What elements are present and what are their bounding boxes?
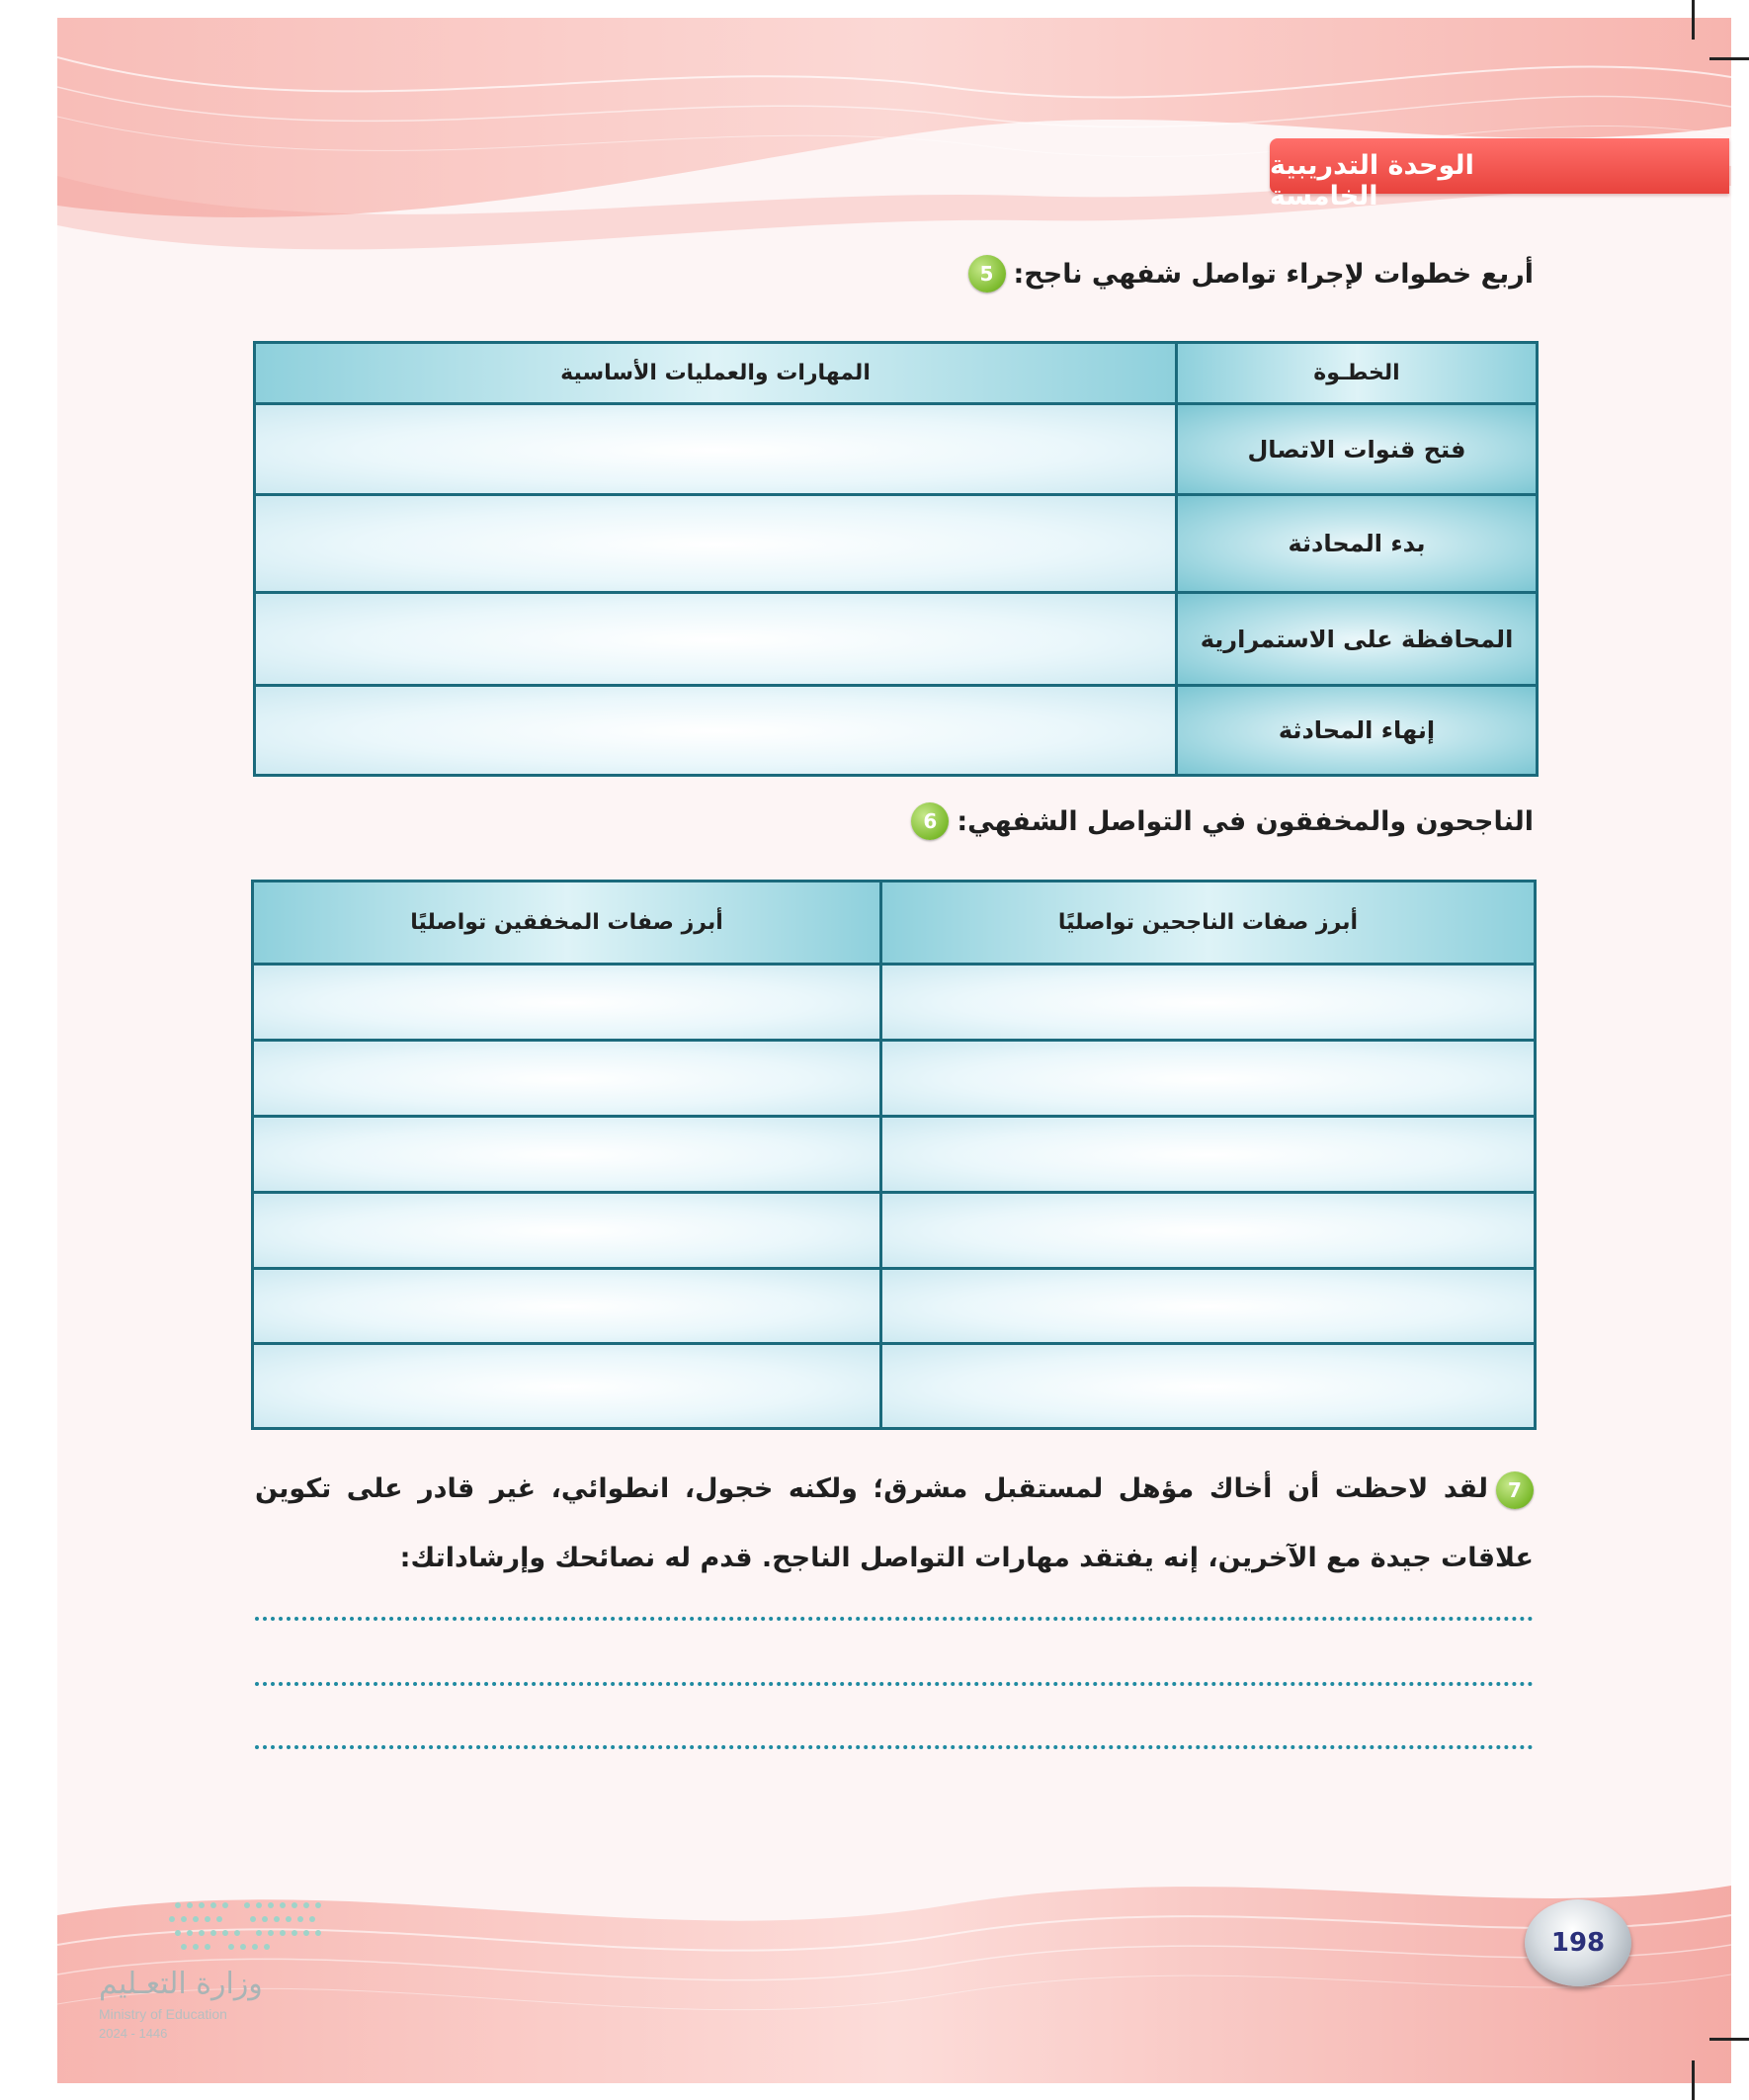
column-header-successful: أبرز صفات الناجحين تواصليًا [881, 882, 1536, 965]
traits-table [251, 880, 1537, 1430]
table-row [253, 1193, 1536, 1269]
table-header-row [255, 343, 1538, 404]
q6-heading [911, 802, 1534, 840]
table-row [255, 404, 1538, 495]
skills-answer-cell[interactable] [255, 495, 1177, 593]
steps-table [253, 341, 1539, 777]
logo-year: 2024 - 1446 [99, 2026, 168, 2041]
page-number: 198 [1550, 1928, 1606, 1958]
ministry-logo [99, 1895, 326, 2044]
column-header-skills: المهارات والعمليات الأساسية [255, 343, 1177, 404]
table-row [253, 965, 1536, 1041]
logo-english-name: Ministry of Education [99, 2006, 227, 2022]
unsuccessful-trait-cell[interactable] [253, 1269, 881, 1344]
crop-mark [1709, 2038, 1749, 2041]
answer-line[interactable] [255, 1682, 1534, 1686]
q5-title: أربع خطوات لإجراء تواصل شفهي ناجح: [1013, 258, 1534, 290]
q5-number-badge: 5 [968, 255, 1006, 293]
table-row [253, 1269, 1536, 1344]
q7-text: لقد لاحظت أن أخاك مؤهل لمستقبل مشرق؛ ولكنه خجول، انطوائي، غير قادر على تكوين علاقات جيدة مع الآخرين، إنه يفتقد مهارات التواصل الناجح. قدم له نصائحك وإرشاداتك: [255, 1473, 1534, 1573]
logo-arabic-name: وزارة التعـليم [99, 1967, 263, 2001]
step-label: المحافظة على الاستمرارية [1177, 593, 1538, 686]
column-header-step: الخطـوة [1177, 343, 1538, 404]
crop-mark [1692, 2060, 1695, 2100]
step-label: فتح قنوات الاتصال [1177, 404, 1538, 495]
crop-mark [1692, 0, 1695, 40]
successful-trait-cell[interactable] [881, 1269, 1536, 1344]
unsuccessful-trait-cell[interactable] [253, 965, 881, 1041]
column-header-unsuccessful: أبرز صفات المخفقين تواصليًا [253, 882, 881, 965]
q6-number-badge: 6 [911, 802, 949, 840]
unit-banner [1270, 138, 1729, 211]
skills-answer-cell[interactable] [255, 593, 1177, 686]
table-header-row [253, 882, 1536, 965]
unsuccessful-trait-cell[interactable] [253, 1041, 881, 1117]
unsuccessful-trait-cell[interactable] [253, 1193, 881, 1269]
logo-dots-icon [99, 1895, 326, 1965]
skills-answer-cell[interactable] [255, 686, 1177, 776]
table-row [253, 1117, 1536, 1193]
table-row [253, 1344, 1536, 1429]
step-label: بدء المحادثة [1177, 495, 1538, 593]
table-row [255, 686, 1538, 776]
answer-line[interactable] [255, 1745, 1534, 1749]
q7-number-badge: 7 [1496, 1471, 1534, 1509]
unsuccessful-trait-cell[interactable] [253, 1117, 881, 1193]
q6-title: الناجحون والمخفقون في التواصل الشفهي: [957, 805, 1534, 837]
step-label: إنهاء المحادثة [1177, 686, 1538, 776]
table-row [255, 495, 1538, 593]
unit-title: الوحدة التدريبية الخامسة [1270, 150, 1474, 211]
answer-line[interactable] [255, 1617, 1534, 1621]
q7-paragraph [255, 1455, 1534, 1593]
skills-answer-cell[interactable] [255, 404, 1177, 495]
successful-trait-cell[interactable] [881, 1193, 1536, 1269]
unsuccessful-trait-cell[interactable] [253, 1344, 881, 1429]
table-row [255, 593, 1538, 686]
successful-trait-cell[interactable] [881, 1344, 1536, 1429]
successful-trait-cell[interactable] [881, 965, 1536, 1041]
table-row [253, 1041, 1536, 1117]
successful-trait-cell[interactable] [881, 1041, 1536, 1117]
page-number-badge [1525, 1899, 1631, 1986]
successful-trait-cell[interactable] [881, 1117, 1536, 1193]
q5-heading [968, 255, 1535, 293]
crop-mark [1709, 57, 1749, 60]
